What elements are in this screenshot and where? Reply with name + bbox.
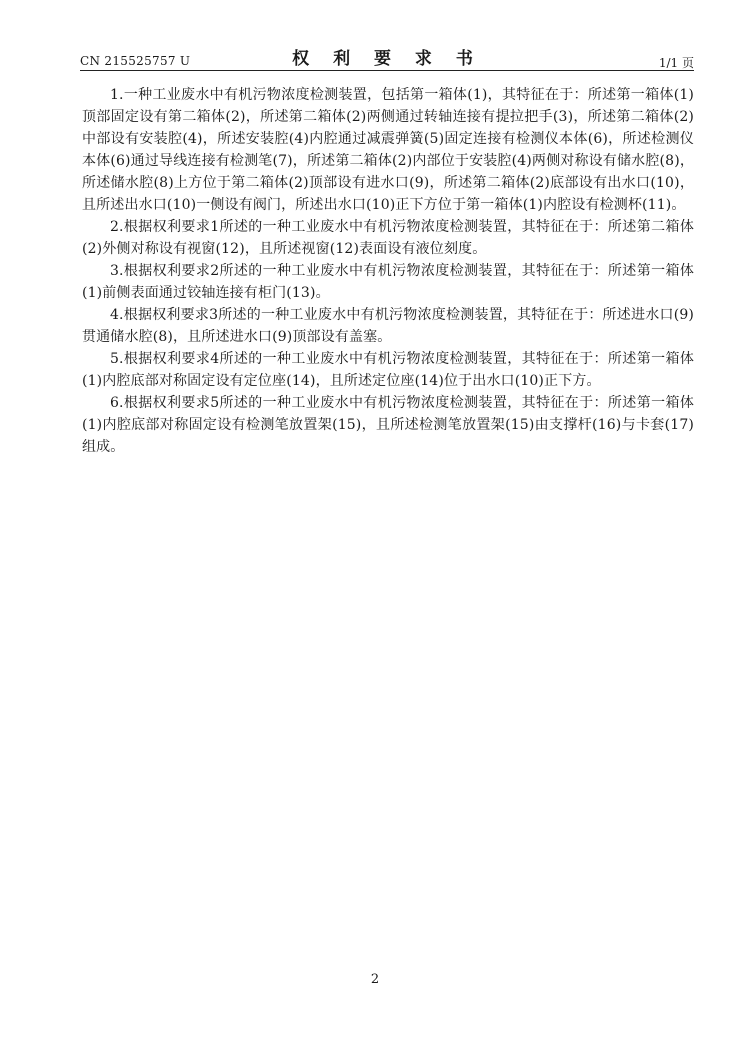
claim-2: 2.根据权利要求1所述的一种工业废水中有机污物浓度检测装置，其特征在于：所述第二箱体(2)外侧对称设有视窗(12)，且所述视窗(12)表面设有液位刻度。 bbox=[82, 219, 694, 257]
claim-6: 6.根据权利要求5所述的一种工业废水中有机污物浓度检测装置，其特征在于：所述第一箱体(1)内腔底部对称固定设有检测笔放置架(15)，且所述检测笔放置架(15)由支撑杆(16)与卡套(17)组成。 bbox=[82, 395, 694, 455]
document-title: 权 利 要 求 书 bbox=[292, 49, 482, 69]
header-divider bbox=[80, 70, 694, 71]
claim-5: 5.根据权利要求4所述的一种工业废水中有机污物浓度检测装置，其特征在于：所述第一箱体(1)内腔底部对称固定设有定位座(14)，且所述定位座(14)位于出水口(10)正下方。 bbox=[82, 351, 694, 389]
publication-number: CN 215525757 U bbox=[80, 54, 191, 68]
claim-3: 3.根据权利要求2所述的一种工业废水中有机污物浓度检测装置，其特征在于：所述第一箱体(1)前侧表面通过铰轴连接有柜门(13)。 bbox=[82, 263, 694, 301]
page-indicator: 1/1 页 bbox=[658, 56, 694, 70]
page-number: 2 bbox=[370, 972, 380, 987]
document-header bbox=[80, 40, 694, 74]
claims-body bbox=[82, 84, 694, 458]
claim-1: 1.一种工业废水中有机污物浓度检测装置，包括第一箱体(1)，其特征在于：所述第一箱体(1)顶部固定设有第二箱体(2)，所述第二箱体(2)两侧通过转轴连接有提拉把手(3)，所述第二箱体(2)中部设有安装腔(4)，所述安装腔(4)内腔通过减震弹簧(5)固定连接有检测仪本体(6)，所述检测仪本体(6)通过导线连接有检测笔(7)，所述第二箱体(2)内部位于安装腔(4)两侧对称设有储水腔(8)，所述储水腔(8)上方位于第二箱体(2)顶部设有进水口(9)，所述第二箱体(2)底部设有出水口(10)，且所述出水口(10)一侧设有阀门，所述出水口(10)正下方位于第一箱体(1)内腔设有检测杯(11)。 bbox=[82, 87, 694, 213]
claim-4: 4.根据权利要求3所述的一种工业废水中有机污物浓度检测装置，其特征在于：所述进水口(9)贯通储水腔(8)，且所述进水口(9)顶部设有盖塞。 bbox=[82, 307, 694, 345]
